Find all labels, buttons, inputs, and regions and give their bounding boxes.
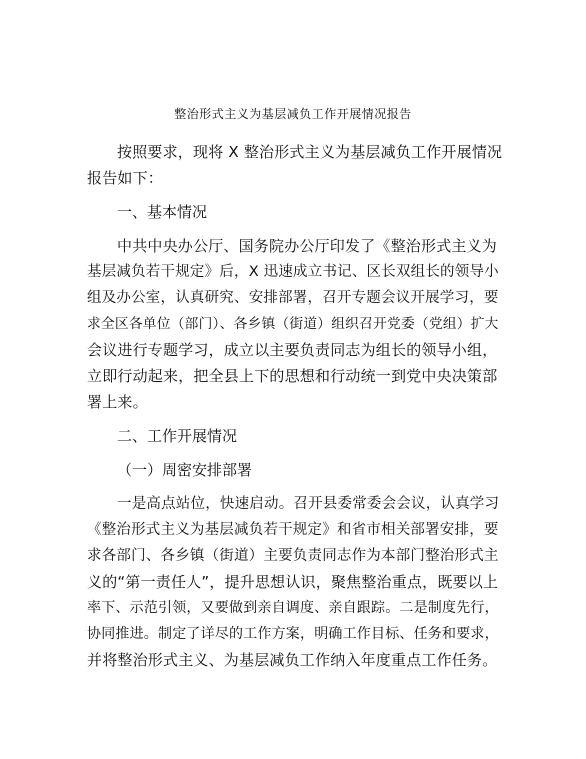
- paragraph-line: 署上来。: [87, 393, 148, 411]
- paragraph-line: 一是高点站位，快速启动。召开县委常委会会议，认真学习: [117, 496, 500, 512]
- paragraph-line: 组及办公室，认真研究、安排部署，召开专题会议开展学习，要: [87, 290, 499, 306]
- subsection-heading: （一）周密安排部署: [117, 461, 253, 479]
- paragraph-line: 《整治形式主义为基层减负若干规定》和省市相关部署安排，要: [87, 522, 499, 538]
- paragraph-line: 立即行动起来，把全县上下的思想和行动统一到党中央决策部: [87, 367, 498, 385]
- paragraph-line: 协同推进。制定了详尽的工作方案，明确工作目标、任务和要求，: [87, 626, 499, 642]
- paragraph-line: 并将整治形式主义、为基层减负工作纳入年度重点工作任务。: [87, 651, 498, 669]
- document-title: 整治形式主义为基层减负工作开展情况报告: [174, 107, 412, 121]
- paragraph-line: 会议进行专题学习，成立以主要负责同志为组长的领导小组，: [87, 341, 498, 359]
- paragraph-line: 求各部门、各乡镇（街道）主要负责同志作为本部门整治形式主: [87, 548, 499, 564]
- paragraph-line: 义的“第一责任人”，提升思想认识，聚焦整治重点，既要以上: [87, 573, 499, 591]
- paragraph-line: 基层减负若干规定》后，X 迅速成立书记、区长双组长的领导小: [87, 264, 499, 280]
- paragraph-line: 中共中央办公厅、国务院办公厅印发了《整治形式主义为: [117, 237, 498, 255]
- section-heading-basic: 一、基本情况: [117, 203, 208, 221]
- intro-line: 报告如下：: [87, 169, 164, 187]
- section-heading-progress: 二、工作开展情况: [117, 427, 238, 445]
- paragraph-line: 率下、示范引领，又要做到亲自调度、亲自跟踪。二是制度先行，: [87, 600, 499, 616]
- paragraph-line: 求全区各单位（部门）、各乡镇（街道）组织召开党委（党组）扩大: [87, 316, 499, 332]
- intro-line: 按照要求，现将 X 整治形式主义为基层减负工作开展情况: [117, 143, 503, 161]
